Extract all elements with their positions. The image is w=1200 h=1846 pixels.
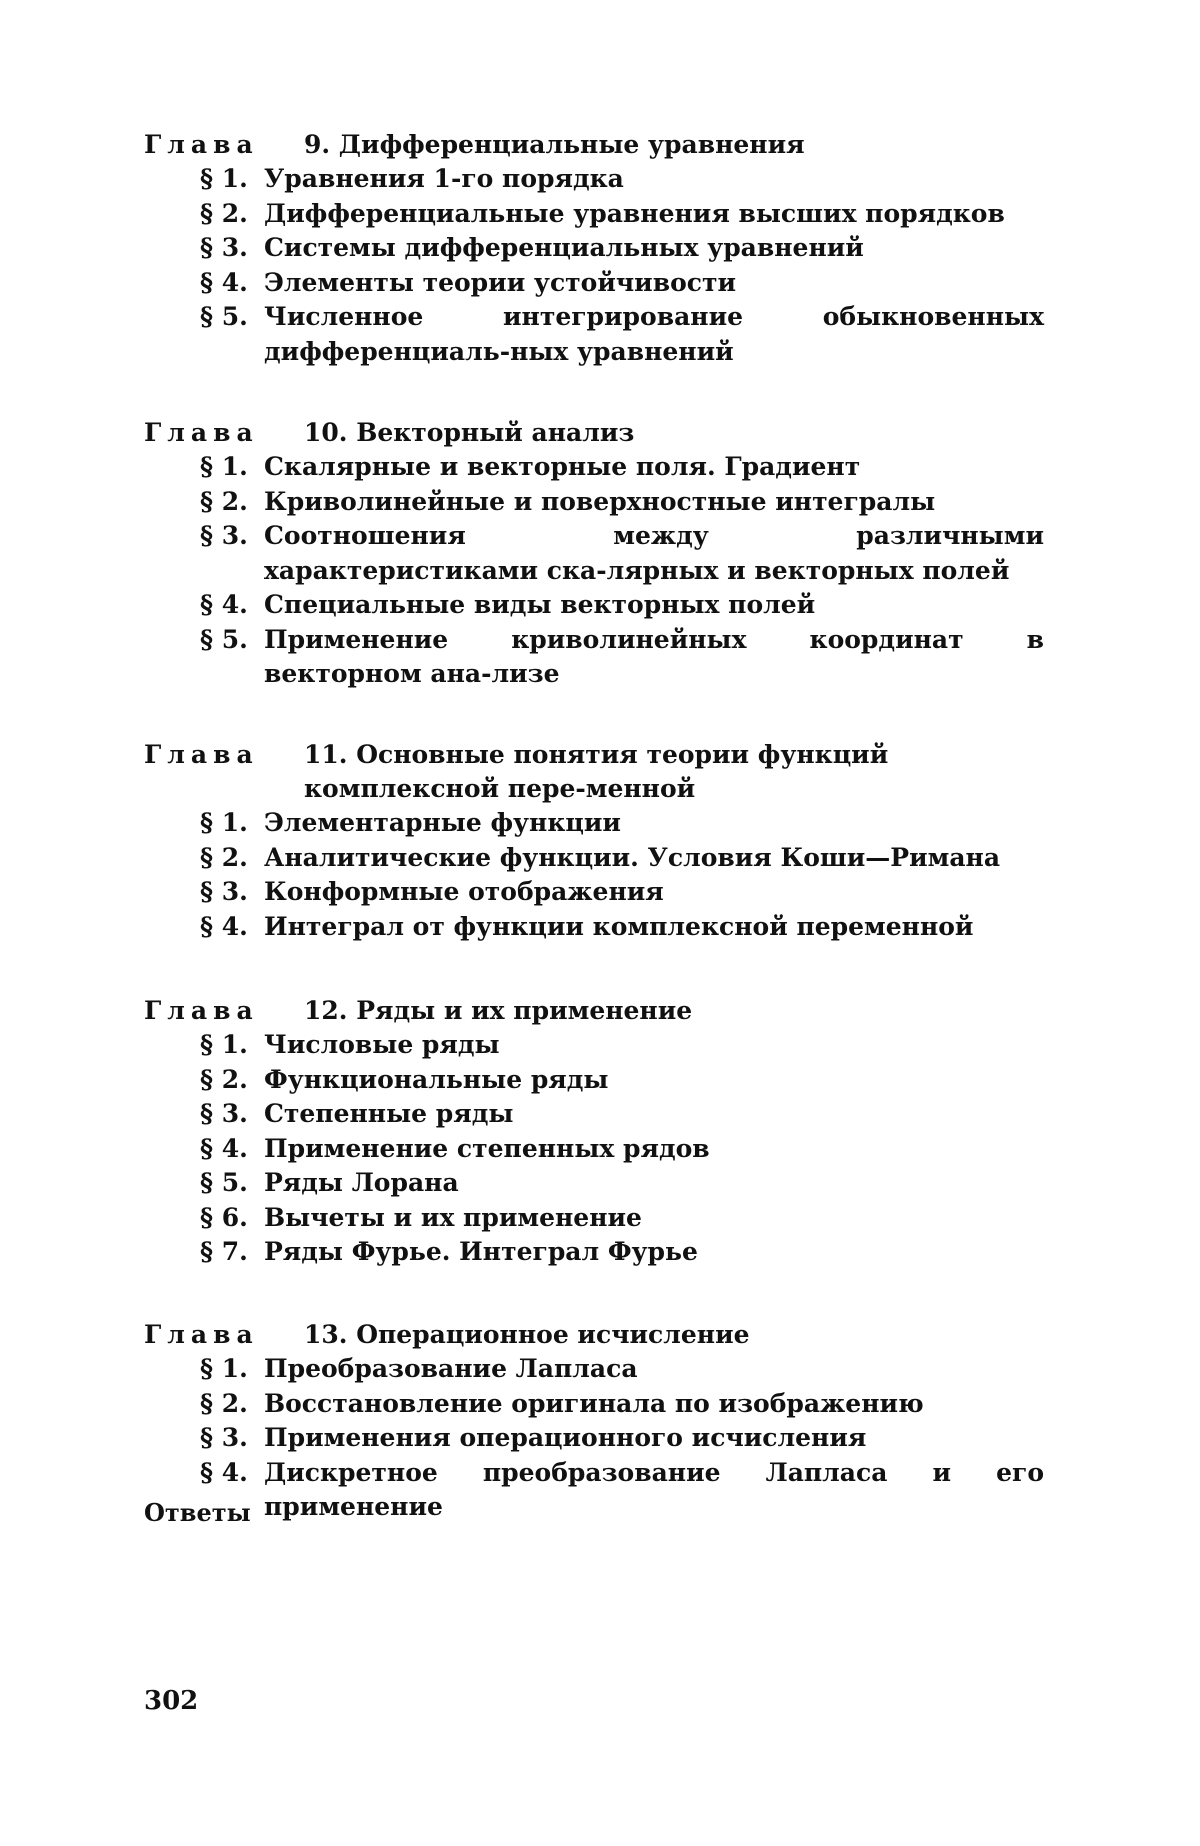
section-number: § 2.: [200, 842, 248, 872]
section-item: [144, 588, 1044, 623]
section-number: § 1.: [200, 164, 248, 193]
section-list: [144, 1028, 1044, 1270]
chapter-word: Глава: [144, 1320, 259, 1349]
chapter-word: Глава: [144, 740, 259, 769]
section-number: § 1.: [200, 1030, 248, 1059]
section-number: § 6.: [200, 1202, 248, 1232]
section-title: Числовые ряды: [264, 1030, 500, 1059]
section-item: [144, 1201, 1044, 1236]
section-item: [144, 875, 1044, 910]
section-number: § 7.: [200, 1237, 248, 1266]
chapter-word: Глава: [144, 130, 259, 159]
section-title: Восстановление оригинала по изображению: [264, 1388, 924, 1418]
section-title: Преобразование Лапласа: [264, 1354, 638, 1383]
section-title: Интеграл от функции комплексной переменной: [264, 911, 974, 941]
section-title: Вычеты и их применение: [264, 1202, 642, 1232]
section-item: [144, 519, 1044, 588]
section-number: § 4.: [200, 267, 248, 297]
section-item: [144, 1132, 1044, 1167]
section-title: Аналитические функции. Условия Коши—Римана: [264, 842, 1001, 872]
section-number: § 1.: [200, 452, 248, 481]
section-title: Скалярные и векторные поля. Градиент: [264, 452, 861, 481]
chapter-title: 10. Векторный анализ: [304, 418, 635, 447]
section-number: § 4.: [200, 911, 248, 941]
chapter-word: Глава: [144, 418, 259, 447]
section-number: § 3.: [200, 233, 248, 262]
chapter-12: [144, 994, 1044, 1270]
section-title: Уравнения 1-го порядка: [264, 164, 624, 193]
section-number: § 2.: [200, 1388, 248, 1418]
chapter-title: 13. Операционное исчисление: [304, 1320, 750, 1349]
section-number: § 4.: [200, 1133, 248, 1163]
chapter-heading: [144, 128, 1044, 162]
section-title: Специальные виды векторных полей: [264, 590, 816, 619]
section-number: § 5.: [200, 624, 248, 654]
section-title: Применение криволинейных координат в векторном ана-лизе: [264, 624, 1044, 688]
chapter-9: [144, 128, 1044, 369]
section-title: Дискретное преобразование Лапласа и его применение: [264, 1457, 1044, 1521]
section-item: [144, 841, 1044, 876]
section-number: § 2.: [200, 486, 248, 516]
chapter-title: 12. Ряды и их применение: [304, 996, 693, 1025]
section-item: [144, 910, 1044, 945]
section-item: [144, 1421, 1044, 1456]
chapter-title: 9. Дифференциальные уравнения: [304, 130, 805, 159]
section-number: § 5.: [200, 302, 248, 331]
section-list: [144, 162, 1044, 369]
section-item: [144, 806, 1044, 841]
section-item: [144, 1235, 1044, 1270]
chapter-13: [144, 1318, 1044, 1525]
section-item: [144, 1028, 1044, 1063]
section-item: [144, 1166, 1044, 1201]
section-title: Степенные ряды: [264, 1099, 514, 1128]
section-item: [144, 231, 1044, 266]
section-number: § 4.: [200, 590, 248, 619]
section-number: § 4.: [200, 1457, 248, 1487]
chapter-heading: [144, 738, 1044, 806]
section-item: [144, 197, 1044, 232]
section-title: Применение степенных рядов: [264, 1133, 710, 1163]
section-item: [144, 1352, 1044, 1387]
answers-entry: Ответы: [144, 1498, 251, 1527]
section-title: Дифференциальные уравнения высших порядков: [264, 198, 1005, 228]
section-item: [144, 1097, 1044, 1132]
section-title: Криволинейные и поверхностные интегралы: [264, 486, 936, 516]
section-list: [144, 806, 1044, 944]
section-number: § 2.: [200, 1064, 248, 1094]
section-item: [144, 485, 1044, 520]
section-number: § 2.: [200, 198, 248, 228]
section-number: § 3.: [200, 877, 248, 906]
section-item: [144, 623, 1044, 692]
section-number: § 5.: [200, 1168, 248, 1197]
section-title: Функциональные ряды: [264, 1064, 609, 1094]
section-title: Системы дифференциальных уравнений: [264, 233, 864, 262]
section-list: [144, 1352, 1044, 1525]
section-title: Конформные отображения: [264, 877, 664, 906]
chapter-title: 11. Основные понятия теории функций комплексной пере-менной: [304, 740, 889, 803]
section-list: [144, 450, 1044, 692]
chapter-10: [144, 416, 1044, 692]
chapter-heading: [144, 416, 1044, 450]
section-item: [144, 1063, 1044, 1098]
section-item: [144, 1387, 1044, 1422]
section-number: § 1.: [200, 808, 248, 837]
page-number: 302: [144, 1686, 199, 1716]
section-item: [144, 162, 1044, 197]
chapter-word: Глава: [144, 996, 259, 1025]
section-number: § 3.: [200, 1423, 248, 1452]
section-item: [144, 450, 1044, 485]
section-title: Ряды Лорана: [264, 1168, 459, 1197]
section-item: [144, 300, 1044, 369]
chapter-11: [144, 738, 1044, 944]
section-item: [144, 1456, 1044, 1525]
section-title: Применения операционного исчисления: [264, 1423, 867, 1452]
section-title: Элементы теории устойчивости: [264, 267, 737, 297]
section-title: Элементарные функции: [264, 808, 621, 837]
section-title: Соотношения между различными характеристиками ска-лярных и векторных полей: [264, 521, 1044, 585]
chapter-heading: [144, 1318, 1044, 1352]
chapter-heading: [144, 994, 1044, 1028]
section-number: § 3.: [200, 1099, 248, 1128]
section-number: § 3.: [200, 521, 248, 550]
section-title: Ряды Фурье. Интеграл Фурье: [264, 1237, 698, 1266]
section-title: Численное интегрирование обыкновенных дифференциаль-ных уравнений: [264, 302, 1044, 366]
section-item: [144, 266, 1044, 301]
section-number: § 1.: [200, 1354, 248, 1383]
